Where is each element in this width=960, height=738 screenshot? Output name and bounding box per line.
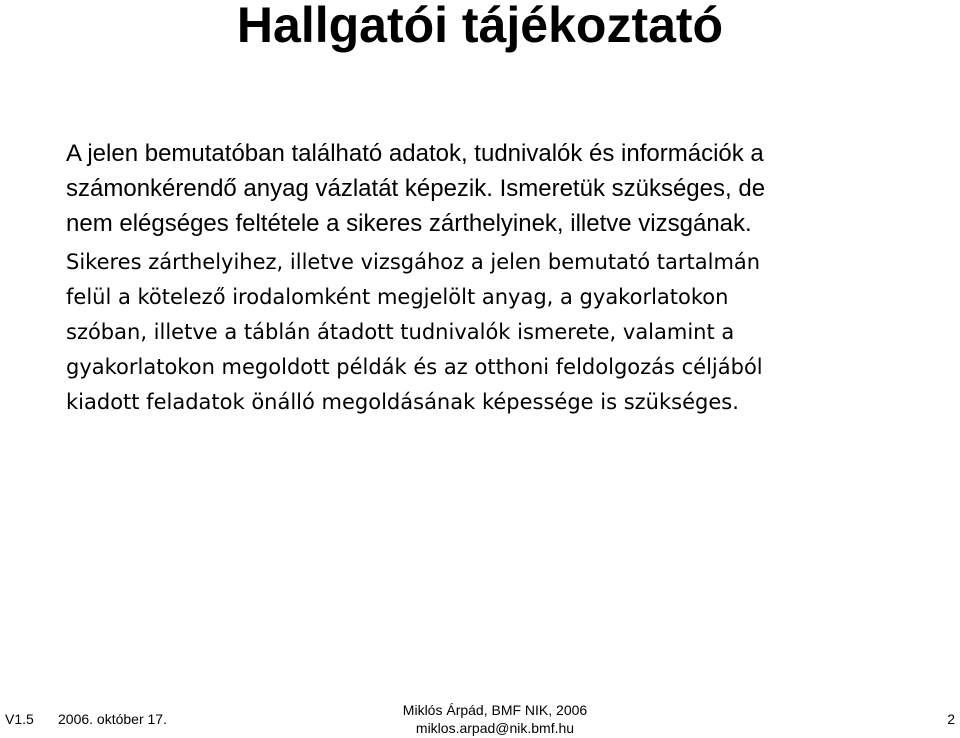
requirements-paragraph — [66, 245, 916, 420]
intro-line-2: számonkérendő anyag vázlatát képezik. Ismeretük szükséges, de — [66, 175, 766, 202]
slide-title: Hallgatói tájékoztató — [236, 0, 724, 53]
intro-line-1: A jelen bemutatóban található adatok, tudnivalók és információk a — [66, 140, 764, 167]
footer-page-number: 2 — [947, 711, 955, 727]
requirements-line-3: szóban, illetve a táblán átadott tudnivalók ismerete, valamint a — [66, 320, 735, 344]
intro-line-3: nem elégséges feltétele a sikeres zárthelyinek, illetve vizsgának. — [66, 210, 752, 237]
footer-version: V1.5 — [5, 711, 34, 727]
footer-author: Miklós Árpád, BMF NIK, 2006 — [402, 702, 588, 718]
footer-email: miklos.arpad@nik.bmf.hu — [415, 720, 575, 736]
footer-date: 2006. október 17. — [58, 711, 167, 727]
requirements-line-5: kiadott feladatok önálló megoldásának képessége is szükséges. — [66, 390, 739, 414]
footer-author-block — [380, 701, 610, 737]
intro-paragraph — [66, 136, 916, 241]
requirements-line-1: Sikeres zárthelyihez, illetve vizsgához a jelen bemutató tartalmán — [66, 250, 761, 274]
requirements-line-4: gyakorlatokon megoldott példák és az otthoni feldolgozás céljából — [66, 355, 763, 379]
requirements-line-2: felül a kötelező irodalomként megjelölt anyag, a gyakorlatokon — [66, 285, 729, 309]
